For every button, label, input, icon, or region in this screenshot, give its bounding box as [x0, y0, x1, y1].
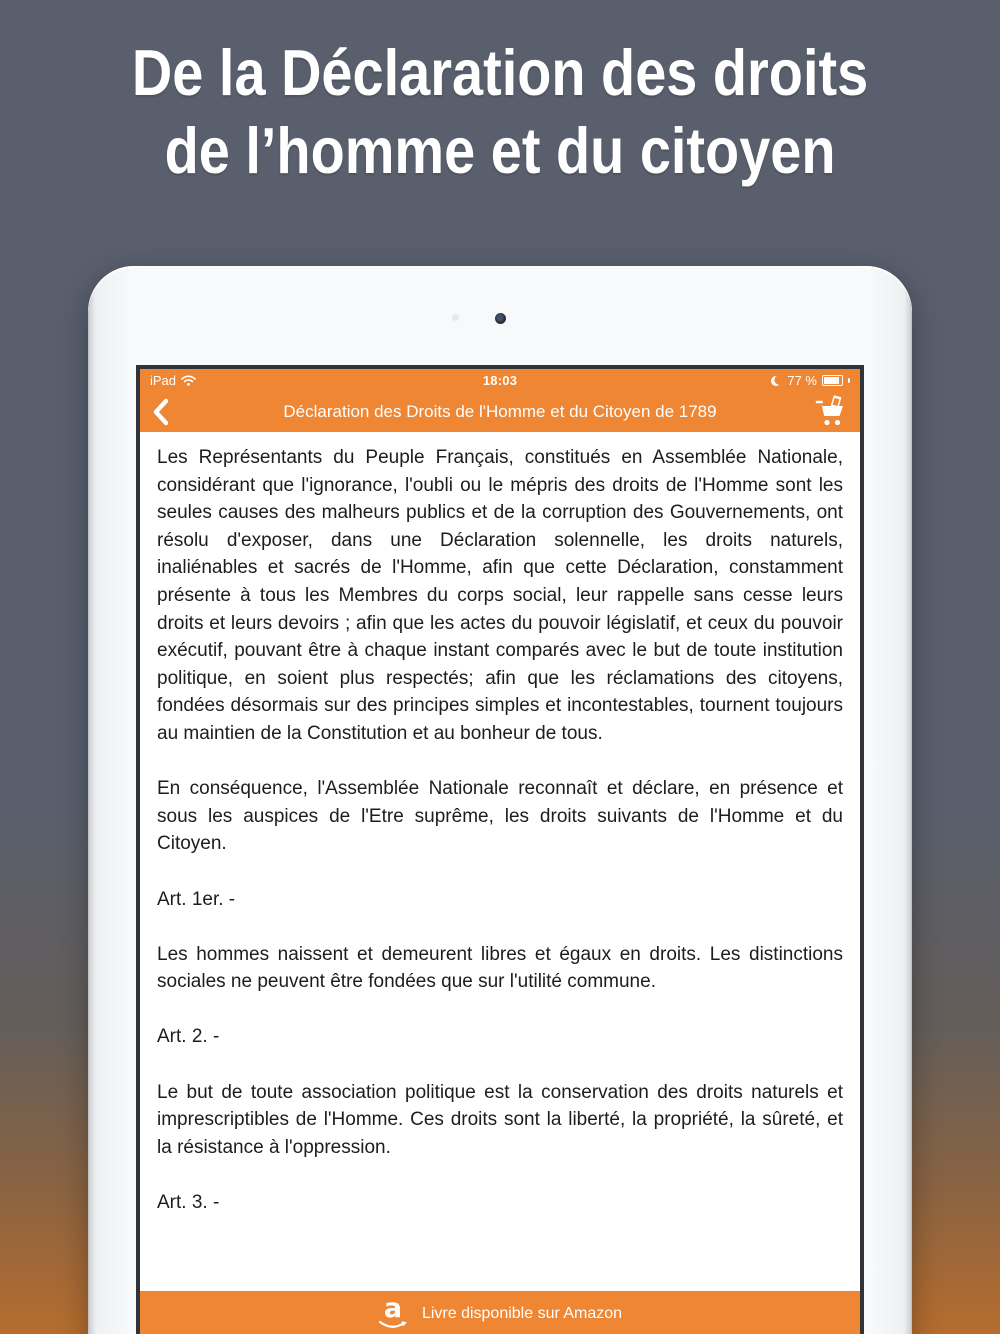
carrier-label: iPad — [150, 373, 177, 388]
paragraph-preamble: Les Représentants du Peuple Français, constitués en Assemblée Nationale, considérant que l'ignorance, l'oubli ou le mépris des droits de l'Homme sont les seules causes des malheurs publics et de la corruption des Gouvernements, ont résolu d'exposer, dans une Déclaration solennelle, les droits naturels, inaliénables et sacrés de l'Homme, afin que cette Déclaration, constamment présente à tous les Membres du corps social, leur rappelle sans cesse leurs droits et leurs devoirs ; afin que les actes du pouvoir législatif, et ceux du pouvoir exécutif, pouvant être à chaque instant comparés avec le but de toute institution politique, en soient plus respectés; afin que les réclamations des citoyens, fondées désormais sur des principes simples et incontestables, tournent toujours au maintien de la Constitution et au bonheur de tous. — [157, 447, 843, 744]
shopping-cart-icon — [812, 395, 848, 429]
wifi-icon — [181, 375, 196, 386]
battery-icon — [822, 375, 843, 386]
battery-tip — [848, 378, 850, 383]
page-title-line2: de l’homme et du citoyen — [164, 114, 836, 187]
chevron-left-icon — [152, 398, 169, 426]
page-title-line1: De la Déclaration des droits — [131, 36, 869, 109]
article-1-text: Les hommes naissent et demeurent libres et égaux en droits. Les distinctions sociales ne peuvent être fondées que sur l'utilité commune. — [157, 943, 843, 993]
nav-title: Déclaration des Droits de l'Homme et du Citoyen de 1789 — [283, 402, 717, 421]
status-bar — [140, 369, 860, 392]
cart-button[interactable] — [812, 395, 848, 429]
amazon-banner[interactable] — [140, 1291, 860, 1334]
ipad-frame — [88, 266, 912, 1334]
battery-percent-label: 77 % — [787, 373, 817, 388]
document-body[interactable] — [140, 432, 860, 1291]
article-2-text: Le but de toute association politique est la conservation des droits naturels et imprescriptibles de l'Homme. Ces droits sont la liberté, la propriété, la sûreté, et la résistance à l'oppression. — [157, 1081, 843, 1158]
amazon-banner-label: Livre disponible sur Amazon — [421, 1305, 623, 1322]
status-time: 18:03 — [482, 373, 518, 388]
crescent-moon-icon — [770, 375, 782, 387]
light-sensor-dot — [452, 314, 459, 321]
article-2-heading: Art. 2. - — [157, 1026, 220, 1048]
app-screenshot — [136, 365, 864, 1334]
navigation-bar — [140, 392, 860, 432]
amazon-a-smile-icon: a — [378, 1296, 408, 1332]
article-1-heading: Art. 1er. - — [157, 888, 236, 910]
article-3-heading: Art. 3. - — [157, 1192, 220, 1214]
front-camera-dot — [495, 313, 506, 324]
page-title — [0, 34, 1000, 190]
back-button[interactable] — [152, 397, 174, 427]
paragraph-consequence: En conséquence, l'Assemblée Nationale reconnaît et déclare, en présence et sous les auspices de l'Etre suprême, les droits suivants de l'Homme et du Citoyen. — [157, 778, 843, 855]
